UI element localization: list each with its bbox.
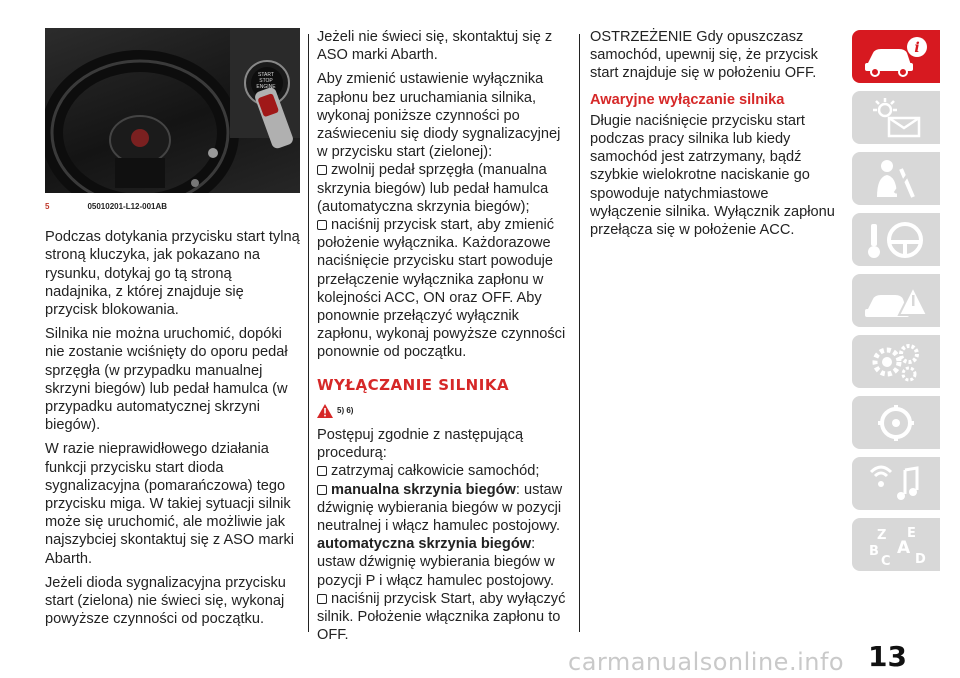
figure-number: 5 xyxy=(45,202,50,211)
tab-maintenance[interactable] xyxy=(852,335,940,388)
bullet-item: zatrzymaj całkowicie samochód; xyxy=(317,462,567,480)
steering-wheel-key-icon xyxy=(861,218,931,262)
bullet-item: naciśnij przycisk Start, aby wyłączyć silnik. Położenie włącznika zapłonu to OFF. xyxy=(317,590,566,644)
tab-index[interactable] xyxy=(852,518,940,571)
checkbox-bullet-icon xyxy=(317,165,327,175)
index-letter: C xyxy=(881,553,891,567)
warning-reference: 5) 6) xyxy=(317,402,567,420)
paragraph: Aby zmienić ustawienie wyłącznika zapłonu bez uruchamiania silnika, wykonaj poniższe czynności po zaświeceniu się diody sygnalizacyjnej w przycisku start (zielonej): xyxy=(317,71,561,161)
tab-technical-data[interactable] xyxy=(852,396,940,449)
page-number: 13 xyxy=(868,640,907,673)
paragraph: Podczas dotykania przycisku start tylną stroną kluczyka, jak pokazano na rysunku, dotykaj go tą stroną nadajnika, z której znajduje się przycisk blokowania. xyxy=(45,229,300,319)
checkbox-bullet-icon xyxy=(317,594,327,604)
figure-start-button-photo xyxy=(45,28,300,193)
section-heading: WYŁĄCZANIE SILNIKA xyxy=(317,375,510,394)
column-divider xyxy=(308,34,309,632)
paragraph: Jeżeli dioda sygnalizacyjna przycisku start (zielona) nie świeci się, wykonaj powyższe czynności od początku. xyxy=(45,574,286,628)
start-button-label: START STOP ENGINE xyxy=(256,72,276,90)
tab-starting-driving[interactable] xyxy=(852,213,940,266)
tab-dashboard-lights[interactable] xyxy=(852,91,940,144)
svg-text:i: i xyxy=(914,39,920,56)
column-left xyxy=(45,28,300,634)
paragraph: W razie nieprawidłowego działania funkcji przycisku start dioda sygnalizacyjna (pomarańczowa) tego przycisku miga. W takiej sytuacji silnik może się uruchomić, ale możliwie jak najszybciej skontaktuj się z ASO marki Abarth. xyxy=(45,441,294,567)
tab-emergency[interactable] xyxy=(852,274,940,327)
paragraph: Długie naciśnięcie przycisku start podczas pracy silnika lub kiedy samochód jest zatrzymany, bądź szybkie wielokrotne naciskanie go spowoduje natychmiastowe wyłączenie silnika. Wyłącznik zapłonu przełącza się w położenie ACC. xyxy=(590,112,835,239)
checkbox-bullet-icon xyxy=(317,485,327,495)
paragraph: Jeżeli nie świeci się, skontaktuj się z ASO marki Abarth. xyxy=(317,29,553,64)
tab-multimedia[interactable] xyxy=(852,457,940,510)
bullet-item: zwolnij pedał sprzęgła (manualna skrzynia biegów) lub pedał hamulca (automatyczna skrzynia biegów); xyxy=(317,162,549,215)
column-divider xyxy=(579,34,580,632)
maintenance-gears-icon xyxy=(861,340,931,384)
watermark: carmanualsonline.info xyxy=(568,648,845,676)
index-letter: A xyxy=(897,537,911,558)
paragraph: Postępuj zgodnie z następującą procedurą: xyxy=(317,427,524,462)
paragraph: Silnika nie można uruchomić, dopóki nie zostanie wciśnięty do oporu pedał sprzęgła (w przypadku manualnej skrzyni biegów) lub pedał hamulca (w przypadku automatycznej skrzyni biegów). xyxy=(45,326,288,434)
checkbox-bullet-icon xyxy=(317,220,327,230)
car-warning-icon xyxy=(861,279,931,323)
technical-data-icon xyxy=(861,401,931,445)
seatbelt-safety-icon xyxy=(861,157,931,201)
figure-caption xyxy=(45,198,300,216)
tab-car-info[interactable] xyxy=(852,30,940,83)
bullet-item: manualna skrzynia biegów: ustaw dźwignię wybierania biegów w pozycji neutralnej i włącz hamulec postojowy. xyxy=(317,481,563,535)
index-letter: E xyxy=(907,525,916,541)
multimedia-icon xyxy=(861,462,931,506)
alphabetical-index-icon xyxy=(861,523,931,567)
warning-paragraph: OSTRZEŻENIE Gdy opuszczasz samochód, upewnij się, że przycisk start znajduje się w położeniu OFF. xyxy=(590,29,818,82)
warning-triangle-icon xyxy=(317,404,333,418)
bullet-item: naciśnij przycisk start, aby zmienić położenie wyłącznika. Każdorazowe naciśnięcie przycisku start powoduje przełączenie wyłącznika zapłonu w kolejności ACC, ON oraz OFF. Aby ponownie przełączyć wyłącznik zapłonu, wykonaj powyższe czynności ponownie od początku. xyxy=(317,217,566,361)
chapter-tabs xyxy=(852,30,940,579)
column-middle xyxy=(317,28,567,651)
index-letter: Z xyxy=(877,527,887,543)
dashboard-lights-icon xyxy=(861,96,931,140)
paragraph: automatyczna skrzynia biegów: ustaw dźwignię wybierania biegów w pozycji P i włącz hamulec postojowy. xyxy=(317,536,555,589)
checkbox-bullet-icon xyxy=(317,466,327,476)
index-letter: D xyxy=(915,551,926,567)
index-letter: B xyxy=(869,543,879,559)
column-right xyxy=(590,28,840,245)
figure-code: 05010201-L12-001AB xyxy=(87,202,168,211)
tab-safety[interactable] xyxy=(852,152,940,205)
dashboard-photo-illustration xyxy=(45,28,300,193)
car-info-icon xyxy=(861,35,931,79)
subheading: Awaryjne wyłączanie silnika xyxy=(590,91,785,108)
